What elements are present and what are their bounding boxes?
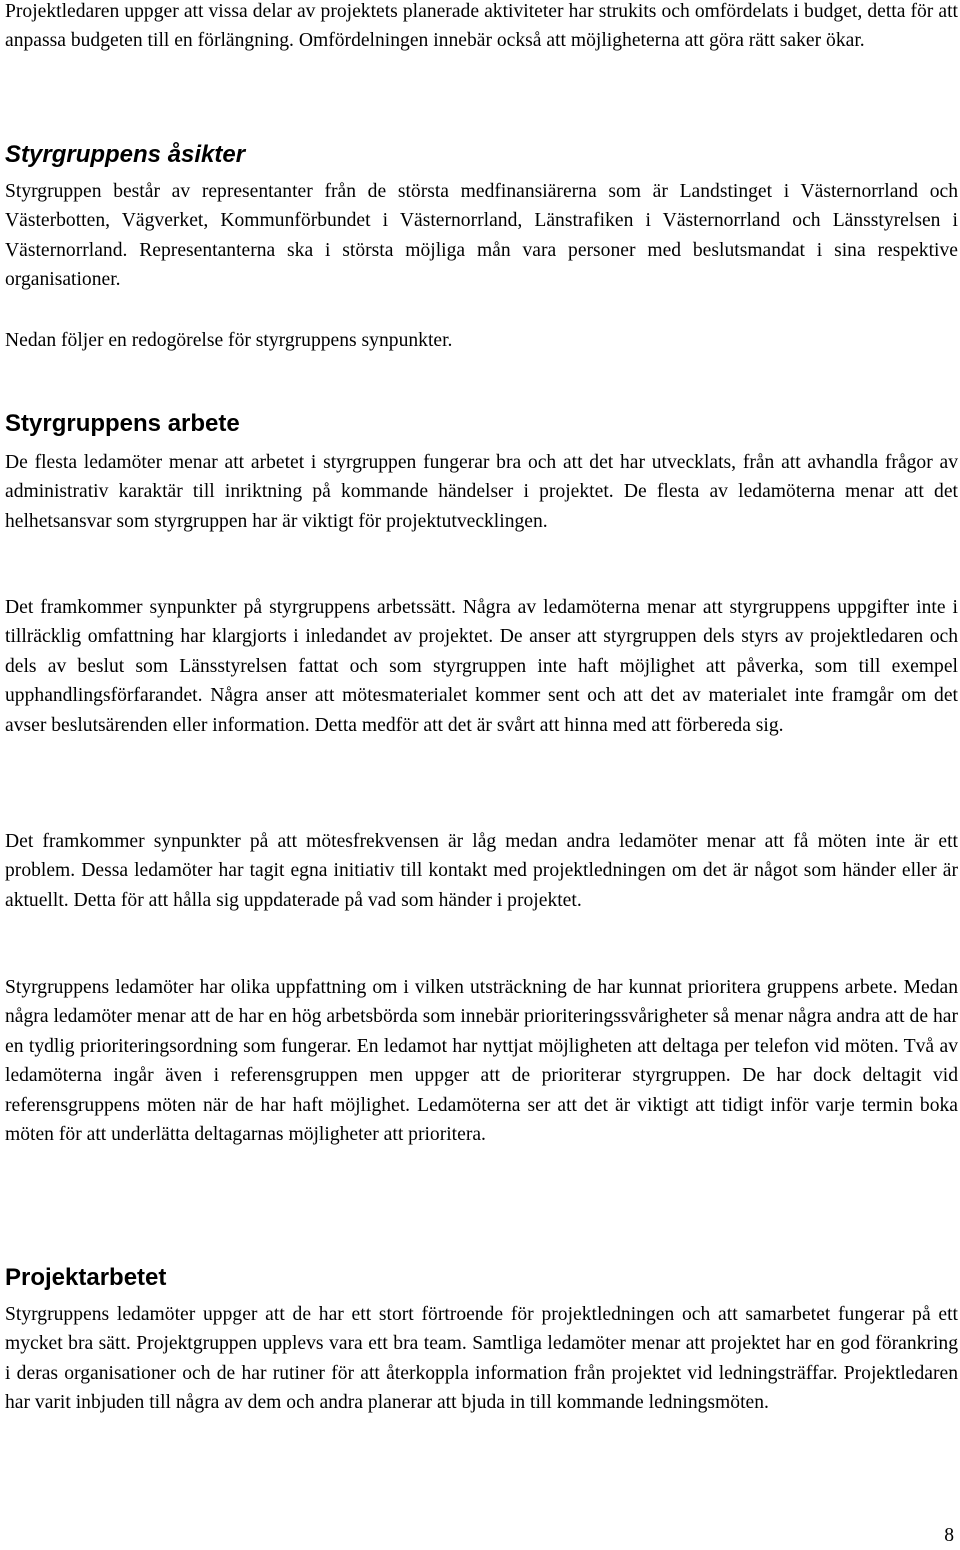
paragraph-arbete-1: De flesta ledamöter menar att arbetet i styrgruppen fungerar bra och att det har utvecklats, från att avhandla frågor av administrativ karaktär till inriktning på kommande händelser i projektet. De flesta av ledamöterna menar att det helhetsansvar som styrgruppen har är viktigt för projektutvecklingen. (5, 452, 958, 532)
paragraph-projektarbetet-1: Styrgruppens ledamöter uppger att de har ett stort förtroende för projektledningen och att samarbetet fungerar på ett mycket bra sätt. Projektgruppen upplevs vara ett bra team. Samtliga ledamöter menar att projektet har en god förankring i deras organisationer och de har rutiner för att återkoppla information från projektet vid ledningsträffar. Projektledaren har varit inbjuden till några av dem och andra planerar att bjuda in till kommande ledningsmöten. (5, 1304, 958, 1414)
paragraph-asikter-1: Styrgruppen består av representanter från de största medfinansiärerna som är Landstinget i Västernorrland och Västerbotten, Vägverket, Kommunförbundet i Västernorrland, Länstrafiken i Västernorrland och Länsstyrelsen i Västernorrland. Representanterna ska i största möjliga mån vara personer med beslutsmandat i sina respektive organisationer. (5, 181, 958, 291)
intro-paragraph: Projektledaren uppger att vissa delar av projektets planerade aktiviteter har strukits och omfördelats i budget, detta för att anpassa budgeten till en förlängning. Omfördelningen innebär också att möjligheterna att göra rätt saker ökar. (5, 1, 958, 52)
paragraph-arbete-4: Styrgruppens ledamöter har olika uppfattning om i vilken utsträckning de har kunnat prioritera gruppens arbete. Medan några ledamöter menar att de har en hög arbetsbörda som innebär prioriteringssvårigheter så menar några andra att de har en tydlig prioriteringsordning som fungerar. En ledamot har nyttjat möjligheten att deltaga per telefon vid möten. Två av ledamöterna ingår även i referensgruppen men uppger att de prioriterar styrgruppen. De har dock deltagit vid referensgruppens möten när de har haft möjlighet. Ledamöterna ser att det är viktigt att tidigt inför varje termin boka möten för att underlätta deltagarnas möjligheter att prioritera. (5, 977, 958, 1146)
heading-projektarbetet: Projektarbetet (5, 1264, 167, 1291)
paragraph-asikter-2: Nedan följer en redogörelse för styrgruppens synpunkter. (5, 330, 453, 351)
heading-styrgruppens-arbete: Styrgruppens arbete (5, 410, 240, 437)
paragraph-arbete-3: Det framkommer synpunkter på att mötesfrekvensen är låg medan andra ledamöter menar att få möten inte är ett problem. Dessa ledamöter har tagit egna initiativ till kontakt med projektledningen om det är något som händer eller är aktuellt. Detta för att hålla sig uppdaterade på vad som händer i projektet. (5, 831, 958, 911)
paragraph-arbete-2: Det framkommer synpunkter på styrgruppens arbetssätt. Några av ledamöterna menar att styrgruppens uppgifter inte i tillräcklig omfattning har klargjorts i inledandet av projektet. De anser att styrgruppen dels styrs av projektledaren och dels av beslut som Länsstyrelsen fattat och som styrgruppen inte haft möjlighet att påverka, som till exempel upphandlingsförfarandet. Några anser att mötesmaterialet kommer sent och att det av materialet inte framgår om det avser beslutsärenden eller information. Detta medför att det är svårt att hinna med att förbereda sig. (5, 597, 958, 736)
page-number: 8 (944, 1525, 954, 1546)
heading-styrgruppens-asikter: Styrgruppens åsikter (5, 141, 246, 168)
